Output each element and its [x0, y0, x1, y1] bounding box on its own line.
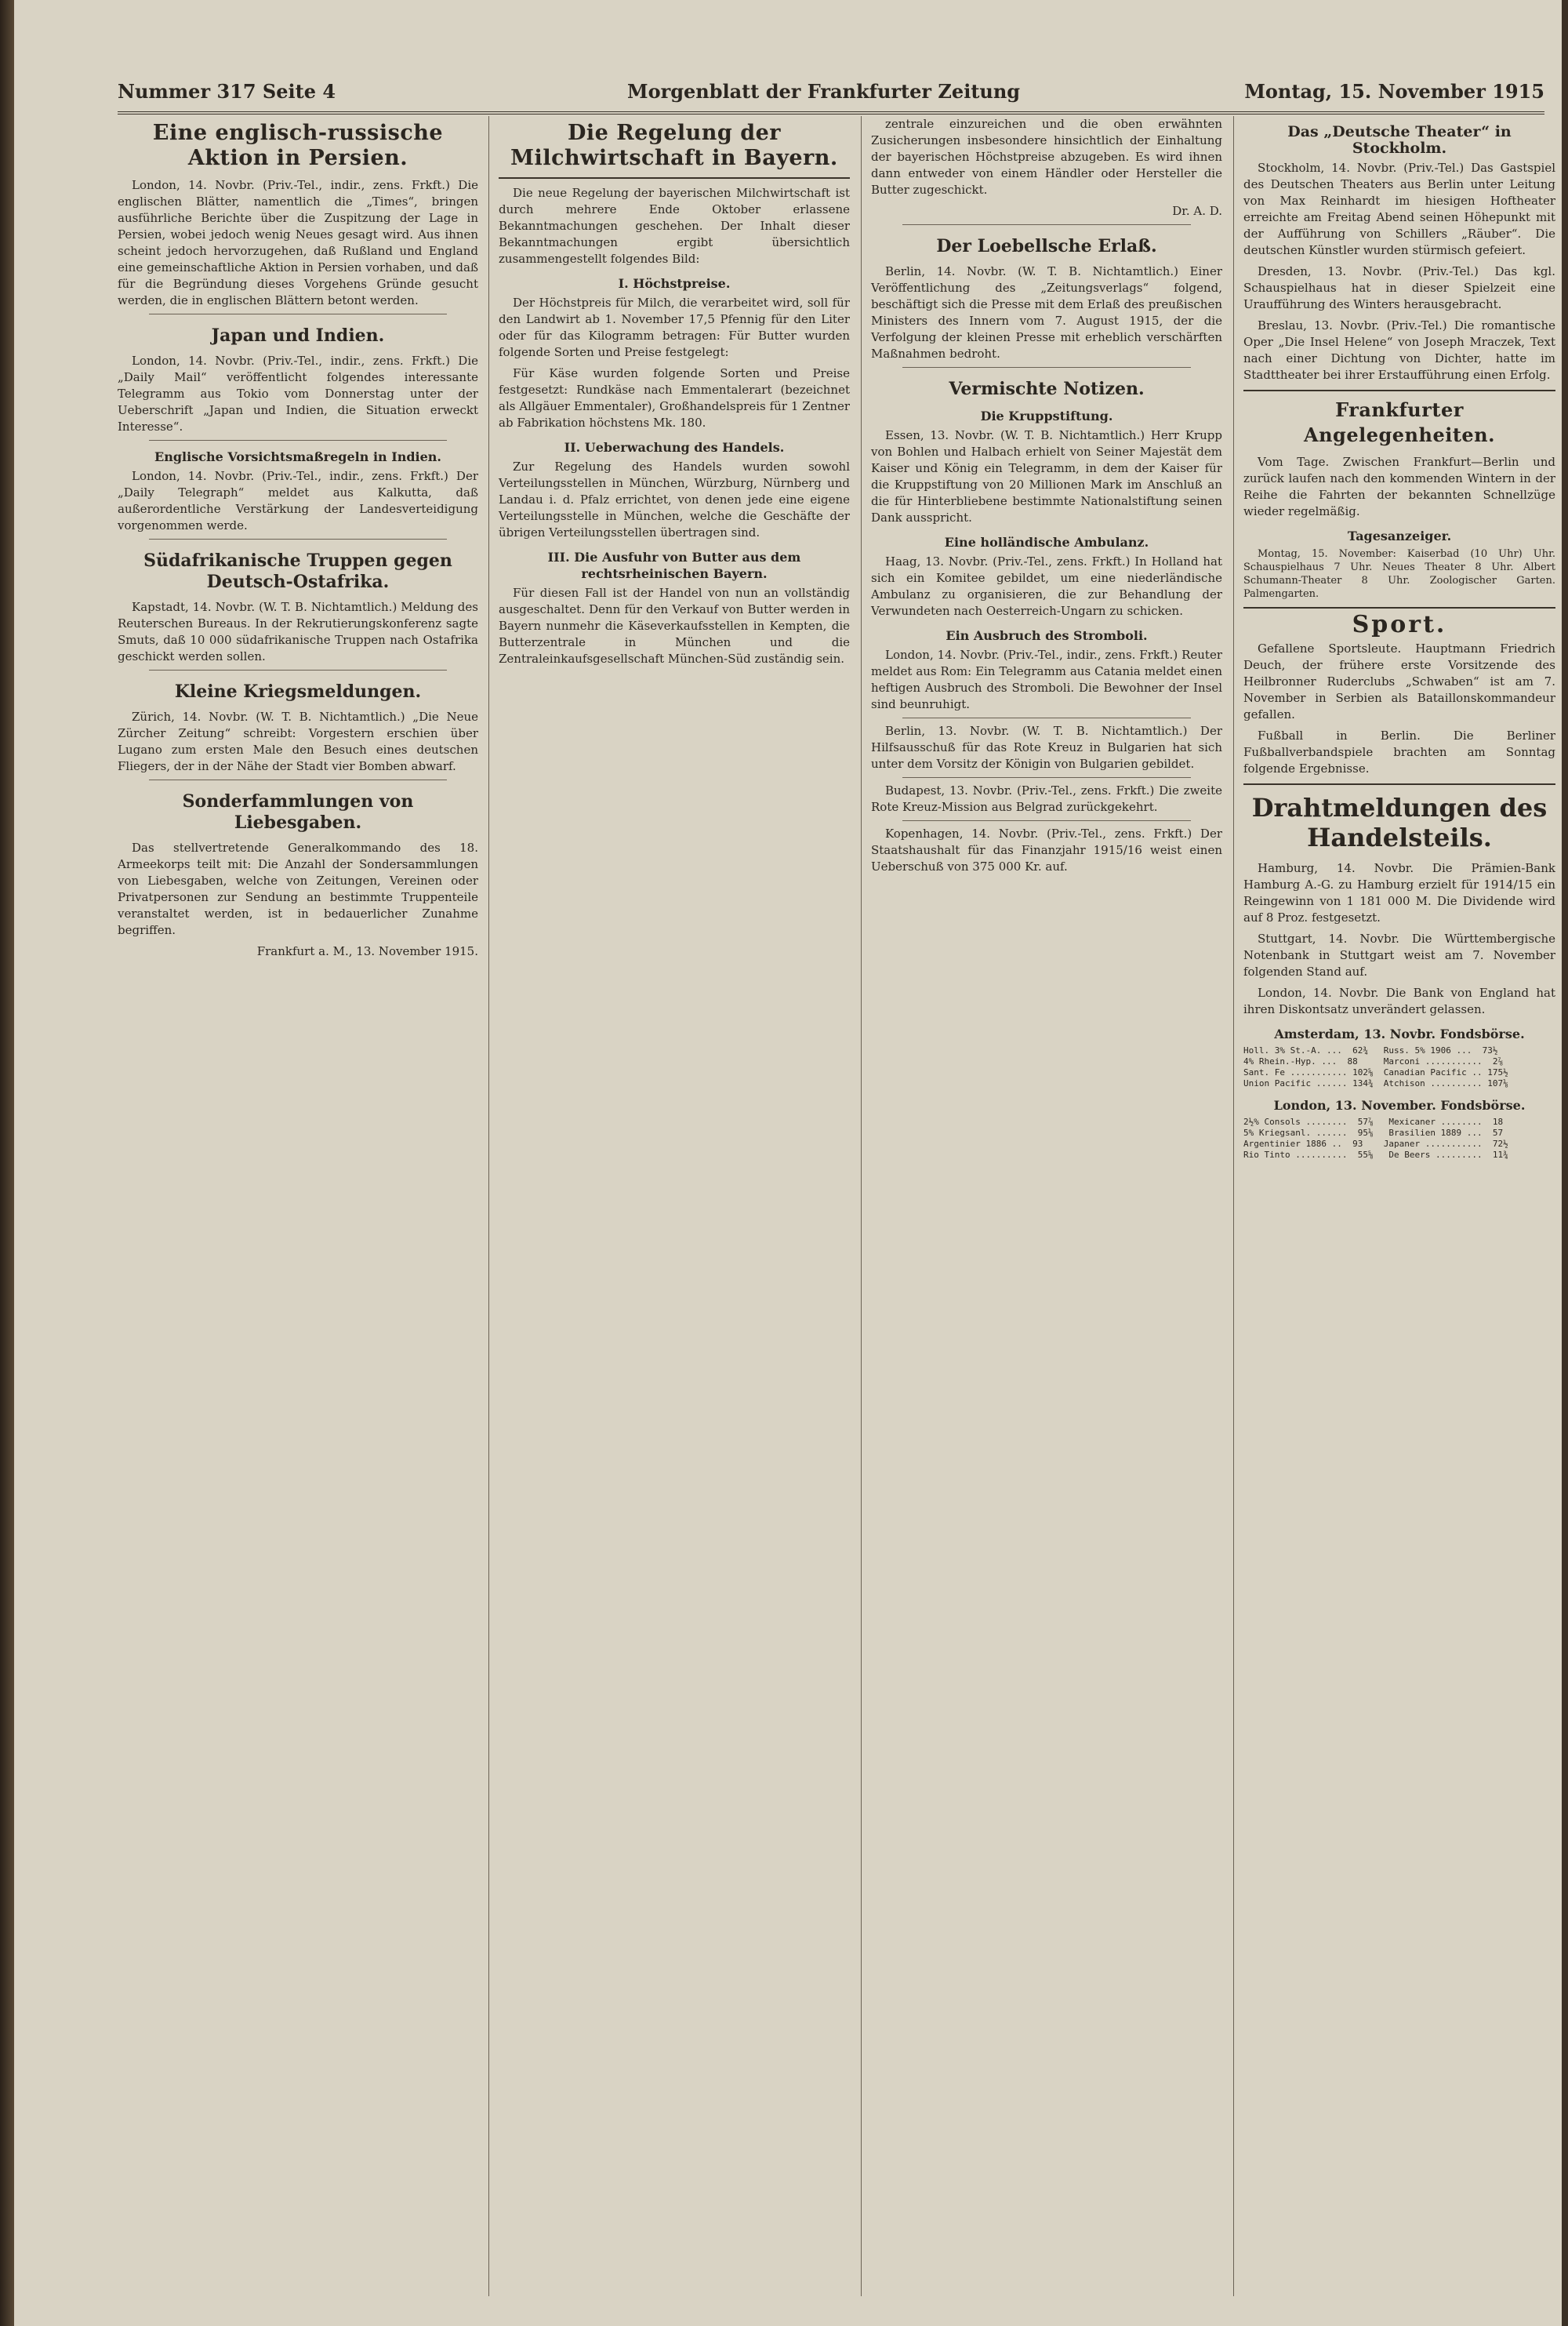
column-2 — [488, 116, 850, 2296]
headline-milch: Die Regelung der Milchwirtschaft in Bayern. — [510, 121, 838, 170]
headline-sport: Sport. — [1352, 611, 1447, 638]
signoff: Frankfurt a. M., 13. November 1915. — [256, 944, 478, 958]
article-breslau: Breslau, 13. Novbr. (Priv.-Tel.) Die romantische Oper „Die Insel Helene“ von Joseph Mraczek, Text nach einer Dichtung von Dichter, hatte im Stadttheater bei ihrer Erstaufführung einen Erfolg. — [1243, 318, 1555, 382]
column-4 — [1233, 116, 1555, 2296]
article-ambulanz: Haag, 13. Novbr. (Priv.-Tel., zens. Frkft.) In Holland hat sich ein Komitee gebildet, um eine niederländische Ambulanz zu organisieren, die zur Behandlung der Verwundeten nach Oesterreich-Ungarn zu schicken. — [871, 554, 1222, 618]
article-handel: Zur Regelung des Handels wurden sowohl Verteilungsstellen in München, Würzburg, Nürnberg und Landau i. d. Pfalz errichtet, von denen jede eine eigene Verteilungsstelle in München, welche die Geschäfte der übrigen Verteilungsstellen übertragen sind. — [499, 460, 850, 540]
article-fussball: Fußball in Berlin. Die Berliner Fußballverbandspiele brachten am Sonntag folgende Ergebnisse. — [1243, 729, 1555, 776]
table-amsterdam: Holl. 3% St.-A. ... 62¾ Russ. 5% 1906 ... 73½ 4% Rhein.-Hyp. ... 88 Marconi ........... 2⅞ Sant. Fe ........... 102⅝ Canadian Pacific .. 175½ Union Pacific ...... 134¾ Atchison .......... 107⅛ — [1243, 1045, 1508, 1088]
table-london: 2½% Consols ........ 57⅞ Mexicaner ........ 18 5% Kriegsanl. ...... 95⅛ Brasilien 1889 ... 57 Argentinier 1886 .. 93 Japaner ........... 72½ Rio Tinto .......... 55⅝ De Beers ......... 11¾ — [1243, 1117, 1508, 1160]
headline-theater: Das „Deutsche Theater“ in Stockholm. — [1287, 123, 1512, 157]
article-japan: London, 14. Novbr. (Priv.-Tel., indir., zens. Frkft.) Die „Daily Mail“ veröffentlicht folgendes interessante Telegramm aus Tokio vom Donnerstag unter der Ueberschrift „Japan und Indien, die Situation erweckt Interesse“. — [118, 354, 478, 434]
article-persien: London, 14. Novbr. (Priv.-Tel., indir., zens. Frkft.) Die englischen Blätter, namentlich die „Times“, bringen ausführliche Berichte über die Zuspitzung der Lage in Persien, wobei jedoch wenig Neues gesagt wird. Aus ihnen scheint jedoch hervorzugehen, daß Rußland und England eine gemeinschaftliche Aktion in Persien vorhaben, und daß für die Begründung dieses Vorgehens Gründe gesucht werden, die in englischen Blättern betont werden. — [118, 178, 478, 307]
article-liebesgaben: Das stellvertretende Generalkommando des 18. Armeekorps teilt mit: Die Anzahl der Sondersammlungen von Liebesgaben, welche von Zeitungen, Vereinen oder Privatpersonen zur Sendung an bestimmte Truppenteile veranstaltet werden, ist in bedauerlicher Zunahme begriffen. — [118, 841, 478, 937]
column-1 — [118, 116, 478, 2296]
article-budapest: Budapest, 13. Novbr. (Priv.-Tel., zens. Frkft.) Die zweite Rote Kreuz-Mission aus Belgrad zurückgekehrt. — [871, 783, 1222, 814]
issue-number: Nummer 317 Seite 4 — [118, 80, 336, 103]
article-sport: Gefallene Sportsleute. Hauptmann Friedrich Deuch, der frühere erste Vorsitzende des Heilbronner Ruderclubs „Schwaben“ ist am 7. November in Serbien als Bataillonskommandeur gefallen. — [1243, 641, 1555, 721]
issue-date: Montag, 15. November 1915 — [1244, 80, 1544, 103]
headline-notizen: Vermischte Notizen. — [949, 379, 1145, 399]
book-spine — [0, 0, 14, 2326]
article-suedafrika: Kapstadt, 14. Novbr. (W. T. B. Nichtamtlich.) Meldung des Reuterschen Bureaus. In der Rekrutierungskonferenz sagte Smuts, daß 10 000 südafrikanische Truppen nach Ostafrika geschickt werden sollen. — [118, 600, 478, 663]
column-3 — [861, 116, 1222, 2296]
article-bulgarien: Berlin, 13. Novbr. (W. T. B. Nichtamtlich.) Der Hilfsausschuß für das Rote Kreuz in Bulgarien hat sich unter dem Vorsitz der Königin von Bulgarien gebildet. — [871, 724, 1222, 771]
headline-indien: Englische Vorsichtsmaßregeln in Indien. — [154, 449, 441, 464]
headline-persien: Eine englisch-russische Aktion in Persien. — [152, 121, 444, 170]
headline-tagesanzeiger: Tagesanzeiger. — [1347, 529, 1452, 543]
headline-stromboli: Ein Ausbruch des Stromboli. — [946, 628, 1148, 643]
article-hoechstpreise: Der Höchstpreis für Milch, die verarbeitet wird, soll für den Landwirt ab 1. November 17,5 Pfennig für den Liter oder für das Kilogramm betragen: Für Butter wurden folgende Sorten und Preise festgelegt: — [499, 296, 850, 359]
article-milch-cont: zentrale einzureichen und die oben erwähnten Zusicherungen insbesondere hinsichtlich der Einhaltung der bayerischen Höchstpreise abzugeben. Es wird ihnen dann entweder von einem Händler oder Hersteller die Butter zugeschickt. — [871, 117, 1222, 197]
article-milch: Die neue Regelung der bayerischen Milchwirtschaft ist durch mehrere Ende Oktober erlassene Bekanntmachungen geschehen. Der Inhalt dieser Bekanntmachungen ergibt übersichtlich zusammengestellt folgendes Bild: — [499, 186, 850, 266]
headline-suedafrika: Südafrikanische Truppen gegen Deutsch-Ostafrika. — [143, 551, 452, 592]
article-kriegsmeldungen: Zürich, 14. Novbr. (W. T. B. Nichtamtlich.) „Die Neue Zürcher Zeitung“ schreibt: Vorgestern erschien über Lugano zum ersten Male den Besuch eines deutschen Fliegers, der in der Nähe der Stadt vier Bomben abwarf. — [118, 710, 478, 773]
headline-kriegsmeldungen: Kleine Kriegsmeldungen. — [174, 681, 422, 702]
article-theater: Stockholm, 14. Novbr. (Priv.-Tel.) Das Gastspiel des Deutschen Theaters aus Berlin unter Leitung von Max Reinhardt im hiesigen Hoftheater erreichte am Freitag Abend seinen Höhepunkt mit der Aufführung von Schillers „Räuber“. Die deutschen Künstler wurden stürmisch gefeiert. — [1243, 161, 1555, 257]
headline-liebesgaben: Sonderfammlungen von Liebesgaben. — [182, 791, 414, 833]
newspaper-title: Morgenblatt der Frankfurter Zeitung — [627, 80, 1021, 103]
article-kopenhagen: Kopenhagen, 14. Novbr. (Priv.-Tel., zens. Frkft.) Der Staatshaushalt für das Finanzjahr 1915/16 weist einen Ueberschuß von 375 000 Kr. auf. — [871, 827, 1222, 874]
article-stromboli: London, 14. Novbr. (Priv.-Tel., indir., zens. Frkft.) Reuter meldet aus Rom: Ein Telegramm aus Catania meldet einen heftigen Ausbruch des Stromboli. Die Bewohner der Insel sind beunruhigt. — [871, 648, 1222, 711]
section-hoechstpreise: I. Höchstpreise. — [618, 276, 731, 291]
headline-krupp: Die Kruppstiftung. — [980, 409, 1113, 423]
headline-japan: Japan und Indien. — [211, 325, 385, 346]
headline-ffm: Frankfurter Angelegenheiten. — [1303, 398, 1495, 446]
article-london-bank: London, 14. Novbr. Die Bank von England hat ihren Diskontsatz unverändert gelassen. — [1243, 986, 1555, 1016]
article-milch-signature: Dr. A. D. — [1172, 204, 1222, 218]
article-handel-hamburg: Hamburg, 14. Novbr. Die Prämien-Bank Hamburg A.-G. zu Hamburg erzielt für 1914/15 ein Reingewinn von 1 181 000 M. Die Dividende wird auf 8 Proz. festgesetzt. — [1243, 861, 1555, 925]
article-stuttgart: Stuttgart, 14. Novbr. Die Württembergische Notenbank in Stuttgart weist am 7. November folgenden Stand auf. — [1243, 932, 1555, 979]
article-ffm: Vom Tage. Zwischen Frankfurt—Berlin und zurück laufen nach den kommenden Wintern in der Reihe die Fahrten der bekannten Schnellzüge wieder regelmäßig. — [1243, 455, 1555, 518]
article-indien: London, 14. Novbr. (Priv.-Tel., indir., zens. Frkft.) Der „Daily Telegraph“ meldet aus Kalkutta, daß außerordentliche Verstärkung der Landesverteidigung vorgenommen werde. — [118, 469, 478, 532]
article-krupp: Essen, 13. Novbr. (W. T. B. Nichtamtlich.) Herr Krupp von Bohlen und Halbach erhielt von Seiner Majestät dem Kaiser und König ein Telegramm, in dem der Kaiser für die Kruppstiftung von 20 Millionen Mark im Anschluß an die für Hinterbliebene bestimmte Nationalstiftung seinen Dank ausspricht. — [871, 428, 1222, 525]
headline-ambulanz: Eine holländische Ambulanz. — [944, 535, 1149, 550]
masthead — [118, 72, 1544, 114]
article-erlass: Berlin, 14. Novbr. (W. T. B. Nichtamtlich.) Einer Veröffentlichung des „Zeitungsverlags“ folgend, beschäftigt sich die Presse mit dem Erlaß des preußischen Ministers des Innern vom 7. August 1915, der die Verfolgung der kleinen Presse mit erheblich verschärften Maßnahmen bedroht. — [871, 264, 1222, 361]
section-handel: II. Ueberwachung des Handels. — [564, 440, 785, 455]
article-dresden: Dresden, 13. Novbr. (Priv.-Tel.) Das kgl. Schauspielhaus hat in dieser Spielzeit eine Uraufführung des Winters herausgebracht. — [1243, 264, 1555, 311]
article-tagesanzeiger: Montag, 15. November: Kaiserbad (10 Uhr) Uhr. Schauspielhaus 7 Uhr. Neues Theater 8 Uhr. Albert Schumann-Theater 8 Uhr. Zoologischer Garten. Palmengarten. — [1243, 548, 1555, 600]
headline-amsterdam: Amsterdam, 13. Novbr. Fondsbörse. — [1274, 1027, 1525, 1041]
headline-erlass: Der Loebellsche Erlaß. — [936, 236, 1157, 256]
headline-handel: Drahtmeldungen des Handelsteils. — [1251, 793, 1548, 852]
headline-london-boerse: London, 13. November. Fondsbörse. — [1273, 1098, 1526, 1113]
article-kaese: Für Käse wurden folgende Sorten und Preise festgesetzt: Rundkäse nach Emmentalerart (bezeichnet als Allgäuer Emmentaler), Großhandelspreis für 1 Zentner ab Fabrikation höchstens Mk. 180. — [499, 366, 850, 430]
section-ausfuhr: III. Die Ausfuhr von Butter aus dem rechtsrheinischen Bayern. — [547, 550, 801, 581]
article-ausfuhr: Für diesen Fall ist der Handel von nun an vollständig ausgeschaltet. Denn für den Verkauf von Butter werden in Bayern nunmehr die Käseverkaufsstellen in Kempten, die Butterzentrale in München und die Zentraleinkaufsgesellschaft München-Süd zuständig sein. — [499, 586, 850, 666]
newspaper-page — [14, 0, 1562, 2326]
